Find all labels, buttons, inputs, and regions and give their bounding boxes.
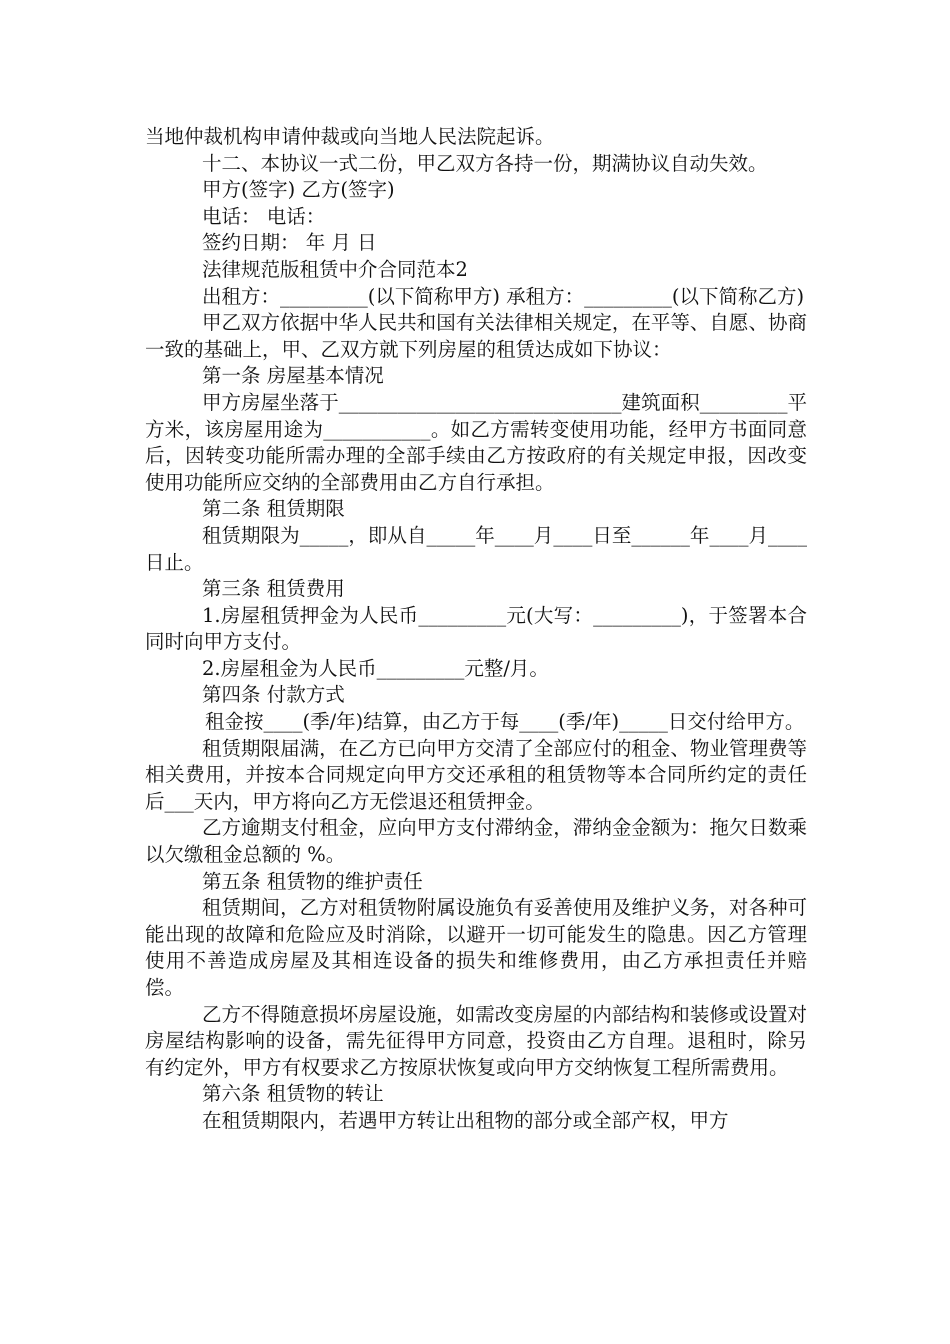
parties-line: 出租方：_________(以下简称甲方) 承租方：_________(以下简称乙方) bbox=[202, 284, 805, 308]
section-title: 法律规范版租赁中介合同范本2 bbox=[202, 257, 468, 281]
paragraph: 租赁期限届满，在乙方已向甲方交清了全部应付的租金、物业管理费等相关费用，并按本合同规定向甲方交还承租的租赁物等本合同所约定的责任后___天内，甲方将向乙方无偿退还租赁押金。 bbox=[145, 736, 807, 813]
article-heading: 第三条 租赁费用 bbox=[202, 577, 345, 601]
article-heading: 第五条 租赁物的维护责任 bbox=[202, 869, 423, 893]
paragraph: 租赁期间，乙方对租赁物附属设施负有妥善使用及维护义务，对各种可能出现的故障和危险应及时消除，以避开一切可能发生的隐患。因乙方管理使用不善造成房屋及其相连设备的损失和维修费用，由乙方承担责任并赔偿。 bbox=[145, 896, 807, 999]
phone-line: 电话： 电话： bbox=[202, 204, 326, 228]
document-page bbox=[145, 124, 807, 1135]
signature-line: 甲方(签字) 乙方(签字) bbox=[202, 178, 395, 202]
paragraph: 当地仲裁机构申请仲裁或向当地人民法院起诉。 bbox=[145, 125, 555, 148]
article-heading: 第一条 房屋基本情况 bbox=[202, 364, 384, 388]
paragraph: 租赁期限为_____，即从自_____年____月____日至______年____月____日止。 bbox=[145, 523, 807, 574]
paragraph: 乙方不得随意损坏房屋设施，如需改变房屋的内部结构和装修或设置对房屋结构影响的设备，需先征得甲方同意，投资由乙方自理。退租时，除另有约定外，甲方有权要求乙方按原状恢复或向甲方交纳恢复工程所需费用。 bbox=[145, 1002, 807, 1079]
paragraph: 2.房屋租金为人民币_________元整/月。 bbox=[202, 656, 549, 680]
article-heading: 第四条 付款方式 bbox=[202, 683, 345, 707]
paragraph: 乙方逾期支付租金，应向甲方支付滞纳金，滞纳金金额为：拖欠日数乘以欠缴租金总额的 %。 bbox=[145, 816, 807, 867]
article-heading: 第六条 租赁物的转让 bbox=[202, 1082, 384, 1106]
paragraph: 租金按____(季/年)结算，由乙方于每____(季/年)_____日交付给甲方。 bbox=[205, 710, 805, 734]
article-heading: 第二条 租赁期限 bbox=[202, 497, 345, 521]
sign-date-line: 签约日期： 年 月 日 bbox=[202, 231, 377, 255]
paragraph: 1.房屋租赁押金为人民币_________元(大写：_________)，于签署本合同时向甲方支付。 bbox=[145, 603, 807, 654]
paragraph: 十二、本协议一式二份，甲乙双方各持一份，期满协议自动失效。 bbox=[202, 151, 768, 175]
paragraph: 在租赁期限内，若遇甲方转让出租物的部分或全部产权，甲方 bbox=[202, 1108, 729, 1132]
paragraph: 甲方房屋坐落于_____________________________建筑面积_________平方米，该房屋用途为___________。如乙方需转变使用功能，经甲方书面同意后，因转变功能所需办理的全部手续由乙方按政府的有关规定申报，因改变使用功能所应交纳的全部费用由乙方自行承担。 bbox=[145, 390, 807, 494]
paragraph: 甲乙双方依据中华人民共和国有关法律相关规定，在平等、自愿、协商一致的基础上，甲、乙双方就下列房屋的租赁达成如下协议： bbox=[145, 311, 807, 361]
